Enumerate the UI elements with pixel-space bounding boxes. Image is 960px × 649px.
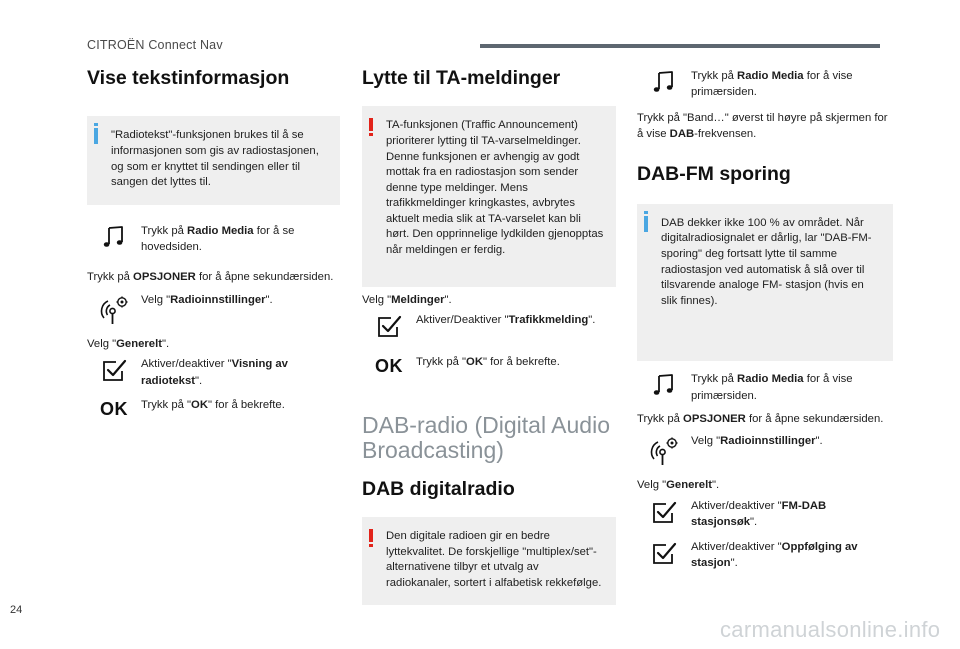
section-title-ta: Lytte til TA-meldinger: [362, 67, 561, 89]
radio-settings-label: Radioinnstillinger: [720, 435, 816, 448]
info-icon: [94, 128, 98, 144]
step-toggle-radiotext: Aktiver/deaktiver "Visning av radiotekst".: [87, 356, 340, 389]
checkbox-check-icon: [87, 356, 141, 384]
step-toggle-fm-dab: Aktiver/deaktiver "FM-DAB stasjonsøk".: [637, 498, 893, 531]
options-label: OPSJONER: [133, 271, 196, 284]
section-title-dab: DAB digitalradio: [362, 477, 515, 500]
step-confirm: OK Trykk på "OK" for å bekrefte.: [100, 398, 285, 419]
fm-dab-label: FM-DAB stasjonsøk: [691, 499, 827, 529]
header-bar: [480, 44, 880, 48]
info-icon: [644, 216, 648, 232]
step-general: Velg "Generelt".: [87, 337, 170, 350]
checkbox-check-icon: [362, 312, 416, 340]
step-radio-media: Trykk på Radio Media for å vise primærsiden.: [637, 371, 893, 404]
step-toggle-traffic: Aktiver/Deaktiver "Trafikkmelding".: [362, 312, 616, 340]
info-box-radiotext: [87, 116, 340, 204]
step-radio-media: Trykk på Radio Media for å se hovedsiden.: [87, 223, 340, 256]
info-text: "Radiotekst"-funksjonen brukes til å se informasjonen som gis av radiostasjonen, og som er knyttet til sendingen eller til sangen det lyttes til.: [111, 129, 319, 189]
messages-label: Meldinger: [391, 293, 445, 306]
station-follow-label: Oppfølging av stasjon: [691, 540, 858, 569]
options-label: OPSJONER: [683, 413, 746, 426]
traffic-label: Trafikkmelding: [508, 313, 589, 326]
ok-label: OK: [466, 355, 483, 368]
ok-icon: OK: [100, 398, 128, 419]
step-radio-settings: Velg "Radioinnstillinger".: [87, 292, 340, 326]
warning-text: TA-funksjonen (Traffic Announcement) prioriterer lytting til TA-varselmeldinger. Denne funksjonen er avhengig av godt mottak fra en radiostasjon som sender denne type meldinger. Mens trafikkmeldinger kringkastes, avbrytes aktuelt media slik at TA-varselet kan bli hørt. Den opprinnelige lydkilden gjenopptas når meldingen er ferdig.: [386, 119, 604, 257]
info-box-dab-fm: [637, 204, 893, 361]
warning-box-ta: [362, 106, 616, 286]
radio-settings-label: Radioinnstillinger: [170, 293, 266, 306]
warning-icon: [369, 118, 373, 131]
step-options: Trykk på OPSJONER for å åpne sekundærsiden.: [637, 413, 884, 426]
ok-icon: OK: [375, 355, 403, 376]
step-options: Trykk på OPSJONER for å åpne sekundærsiden.: [87, 271, 334, 284]
checkbox-check-icon: [637, 498, 691, 526]
step-confirm: OK Trykk på "OK" for å bekrefte.: [375, 355, 560, 376]
step-toggle-station-follow: Aktiver/deaktiver "Oppfølging av stasjon".: [637, 539, 893, 572]
document-header: CITROËN Connect Nav: [87, 38, 223, 52]
radio-media-label: Radio Media: [737, 373, 804, 386]
dab-label: DAB: [669, 128, 695, 141]
column-3: [637, 62, 893, 571]
radio-media-label: Radio Media: [187, 224, 254, 237]
radio-media-label: Radio Media: [737, 70, 804, 82]
column-2: [362, 62, 616, 605]
step-general: Velg "Generelt".: [637, 479, 720, 492]
step-messages: Velg "Meldinger".: [362, 293, 452, 306]
step-radio-media: Trykk på Radio Media for å vise primærsiden.: [637, 68, 893, 101]
section-title-dab-fm: DAB-FM sporing: [637, 162, 791, 185]
warning-box-dab: [362, 517, 616, 605]
watermark: carmanualsonline.info: [720, 617, 941, 642]
warning-text: Den digitale radioen gir en bedre lyttekvalitet. De forskjellige "multiplex/set"-alternativene tilbyr et utvalg av radiokanaler, sortert i alfabetisk rekkefølge.: [386, 529, 602, 589]
music-note-icon: [637, 371, 691, 397]
music-note-icon: [637, 68, 691, 94]
step-band: Trykk på "Band…" øverst til høyre på skjermen for å vise DAB-frekvensen.: [637, 111, 888, 141]
checkbox-check-icon: [637, 539, 691, 567]
page-number: 24: [10, 604, 23, 616]
general-label: Generelt: [116, 337, 162, 350]
radio-settings-icon: [87, 292, 141, 326]
step-radio-settings: Velg "Radioinnstillinger".: [637, 433, 893, 467]
radio-settings-icon: [637, 433, 691, 467]
column-1: [87, 62, 340, 420]
chapter-title-dab: DAB-radio (Digital Audio Broadcasting): [362, 411, 611, 464]
music-note-icon: [87, 223, 141, 249]
radiotext-label: Visning av radiotekst: [141, 358, 288, 387]
info-text: DAB dekker ikke 100 % av området. Når digitalradiosignalet er dårlig, lar "DAB-FM-sporing" deg fortsatt lytte til samme radiostasjon ved automatisk å slå over til tilsvarende analoge FM- stasjon (hvis en slik finnes).: [661, 216, 872, 307]
section-title-text-info: Vise tekstinformasjon: [87, 67, 290, 89]
general-label: Generelt: [666, 479, 712, 492]
ok-label: OK: [191, 398, 208, 411]
warning-icon: [369, 529, 373, 542]
